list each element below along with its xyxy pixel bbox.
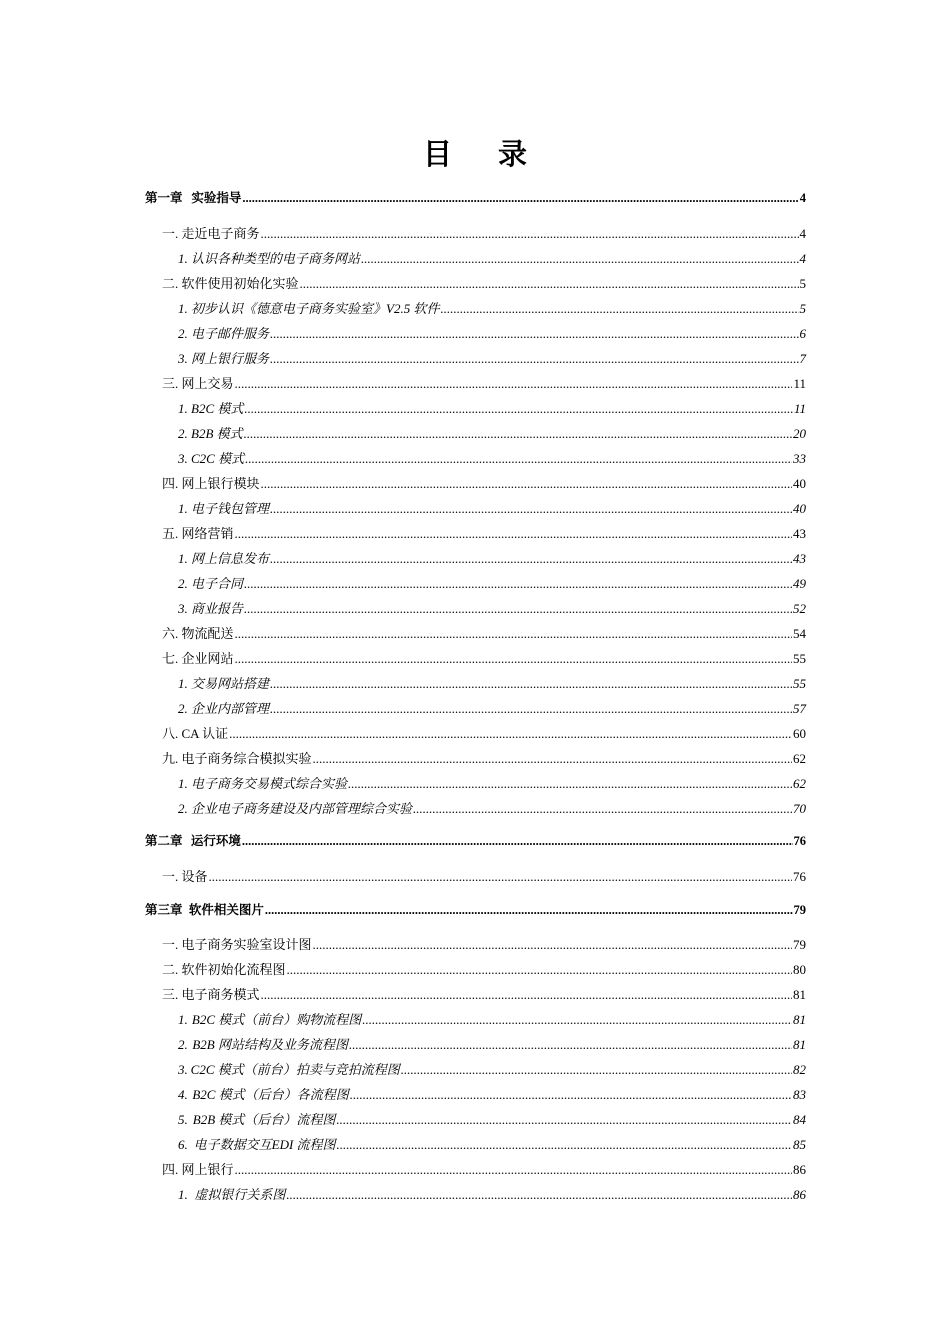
toc-entry[interactable] [178, 248, 806, 267]
entry-number: 4. [178, 1087, 188, 1102]
toc-entry[interactable] [178, 1084, 806, 1103]
dot-leader [313, 751, 792, 767]
page-number: 86 [793, 1162, 806, 1177]
toc-entry[interactable] [178, 498, 806, 517]
toc-entry[interactable] [178, 798, 806, 817]
dot-leader [244, 601, 792, 617]
entry-label: 1. 交易网站搭建 [178, 676, 270, 691]
dot-leader [348, 776, 792, 792]
dot-leader [244, 576, 792, 592]
toc-chapter-2[interactable] [145, 831, 806, 849]
page-number: 79 [793, 903, 806, 917]
dot-leader [270, 701, 792, 717]
page-number: 81 [793, 987, 806, 1002]
toc-entry[interactable] [178, 1034, 806, 1053]
entry-label: 3. C2C 模式 [178, 451, 245, 466]
toc-entry[interactable] [162, 748, 806, 767]
toc-entry[interactable] [162, 866, 806, 885]
entry-label: 四. 网上银行模块 [162, 476, 260, 491]
page-number: 76 [793, 834, 806, 848]
chapter-title: 运行环境 [190, 834, 241, 848]
page-number: 11 [793, 401, 806, 416]
toc-entry[interactable] [178, 598, 806, 617]
dot-leader [401, 1062, 792, 1078]
page-number: 40 [793, 501, 806, 516]
toc-entry[interactable] [162, 934, 806, 953]
page-number: 5 [799, 276, 806, 291]
dot-leader [244, 426, 792, 442]
toc-entry[interactable] [162, 473, 806, 492]
toc-entry[interactable] [162, 723, 806, 742]
entry-label: 四. 网上银行 [162, 1162, 234, 1177]
dot-leader [287, 962, 792, 978]
page-number: 43 [793, 526, 806, 541]
page-number: 57 [793, 701, 806, 716]
entry-label: B2C 模式（后台）各流程图 [192, 1087, 349, 1102]
toc-entry[interactable] [162, 373, 806, 392]
entry-number: 2. [178, 1037, 188, 1052]
page-number: 86 [793, 1187, 806, 1202]
dot-leader [265, 903, 793, 918]
toc-entry[interactable] [178, 1184, 806, 1203]
entry-label: B2B 模式（后台）流程图 [192, 1112, 336, 1127]
entry-label: 三. 电子商务模式 [162, 987, 260, 1002]
entry-number: 1. [178, 1012, 188, 1027]
dot-leader [229, 726, 792, 742]
toc-entry[interactable] [178, 298, 806, 317]
dot-leader [350, 1087, 792, 1103]
toc-entry[interactable] [162, 959, 806, 978]
toc-entry[interactable] [162, 984, 806, 1003]
dot-leader [235, 1162, 792, 1178]
dot-leader [261, 987, 792, 1003]
page-number: 33 [793, 451, 806, 466]
entry-label: 2. 企业内部管理 [178, 701, 270, 716]
dot-leader [300, 276, 799, 292]
dot-leader [270, 351, 798, 367]
entry-label: B2C 模式（前台）购物流程图 [191, 1012, 362, 1027]
dot-leader [440, 301, 798, 317]
toc-entry[interactable] [178, 448, 806, 467]
entry-label: 一. 走近电子商务 [162, 226, 260, 241]
entry-label: 2. 企业电子商务建设及内部管理综合实验 [178, 801, 413, 816]
entry-label: 一. 设备 [162, 869, 208, 884]
page-number: 62 [793, 776, 806, 791]
entry-label: 七. 企业网站 [162, 651, 234, 666]
page-number: 4 [799, 226, 806, 241]
dot-leader [337, 1137, 792, 1153]
chapter-title: 实验指导 [191, 191, 242, 205]
page-number: 84 [793, 1112, 806, 1127]
entry-label: 1. 电子钱包管理 [178, 501, 270, 516]
entry-label: 1. 电子商务交易模式综合实验 [178, 776, 348, 791]
page-number: 80 [793, 962, 806, 977]
page-number: 4 [799, 191, 806, 205]
dot-leader [245, 451, 792, 467]
toc-chapter-1[interactable] [145, 188, 806, 206]
page-number: 85 [793, 1137, 806, 1152]
entry-number: 6. [178, 1137, 188, 1152]
entry-label: 三. 网上交易 [162, 376, 234, 391]
entry-label: 1. 网上信息发布 [178, 551, 270, 566]
toc-entry[interactable] [178, 1109, 806, 1128]
entry-label: 3. 网上银行服务 [178, 351, 270, 366]
page-number: 81 [793, 1012, 806, 1027]
page-number: 70 [793, 801, 806, 816]
page-number: 4 [799, 251, 806, 266]
toc-entry[interactable] [178, 773, 806, 792]
dot-leader [235, 651, 792, 667]
entry-label: 二. 软件初始化流程图 [162, 962, 286, 977]
entry-label: 九. 电子商务综合模拟实验 [162, 751, 312, 766]
toc-entry[interactable] [162, 273, 806, 292]
page-number: 49 [793, 576, 806, 591]
entry-label: 电子数据交互EDI 流程图 [193, 1137, 336, 1152]
chapter-number: 第二章 [145, 834, 183, 848]
dot-leader [261, 226, 799, 242]
entry-label: 二. 软件使用初始化实验 [162, 276, 299, 291]
entry-label: 1. B2C 模式 [178, 401, 244, 416]
dot-leader [261, 476, 792, 492]
dot-leader [242, 191, 798, 206]
page-number: 83 [793, 1087, 806, 1102]
entry-label: 六. 物流配送 [162, 626, 234, 641]
page-number: 55 [793, 651, 806, 666]
dot-leader [235, 376, 793, 392]
dot-leader [270, 501, 792, 517]
toc-entry[interactable] [178, 698, 806, 717]
entry-label: 八. CA 认证 [162, 726, 229, 741]
entry-label: 一. 电子商务实验室设计图 [162, 937, 312, 952]
toc-entry[interactable] [178, 348, 806, 367]
dot-leader [362, 1012, 792, 1028]
toc-entry[interactable] [178, 1059, 806, 1078]
entry-label: 3. 商业报告 [178, 601, 244, 616]
page-number: 11 [793, 376, 806, 391]
entry-label: 1. 认识各种类型的电子商务网站 [178, 251, 361, 266]
dot-leader [413, 801, 792, 817]
entry-number: 5. [178, 1112, 188, 1127]
dot-leader [286, 1187, 792, 1203]
page-number: 7 [799, 351, 806, 366]
entry-label: 五. 网络营销 [162, 526, 234, 541]
dot-leader [270, 326, 798, 342]
entry-label: 2. 电子合同 [178, 576, 244, 591]
dot-leader [313, 937, 792, 953]
page-number: 82 [793, 1062, 806, 1077]
dot-leader [270, 676, 792, 692]
entry-label: C2C 模式（前台）拍卖与竞拍流程图 [190, 1062, 400, 1077]
dot-leader [235, 626, 792, 642]
entry-label: 虚拟银行关系图 [194, 1187, 286, 1202]
dot-leader [235, 526, 792, 542]
entry-label: B2B 网站结构及业务流程图 [192, 1037, 348, 1052]
page-number: 43 [793, 551, 806, 566]
page-number: 6 [799, 326, 806, 341]
toc-entry[interactable] [178, 323, 806, 342]
page-number: 52 [793, 601, 806, 616]
dot-leader [244, 401, 793, 417]
chapter-number: 第一章 [145, 191, 183, 205]
toc-entry[interactable] [162, 648, 806, 667]
toc-entry[interactable] [178, 673, 806, 692]
entry-label: 2. 电子邮件服务 [178, 326, 270, 341]
toc-entry[interactable] [178, 1009, 806, 1028]
dot-leader [361, 251, 798, 267]
page-number: 55 [793, 676, 806, 691]
dot-leader [336, 1112, 792, 1128]
toc-entry[interactable] [178, 398, 806, 417]
dot-leader [209, 869, 792, 885]
toc-entry[interactable] [162, 1159, 806, 1178]
chapter-number: 第三章 [145, 903, 183, 917]
page-number: 60 [793, 726, 806, 741]
dot-leader [242, 834, 793, 849]
toc-entry[interactable] [178, 1134, 806, 1153]
toc-entry[interactable] [178, 573, 806, 592]
toc-chapter-3[interactable] [145, 900, 806, 918]
page-number: 5 [799, 301, 806, 316]
entry-label: 2. B2B 模式 [178, 426, 243, 441]
page-number: 76 [793, 869, 806, 884]
page-number: 62 [793, 751, 806, 766]
dot-leader [270, 551, 792, 567]
toc-entry[interactable] [178, 548, 806, 567]
page-number: 20 [793, 426, 806, 441]
toc-entry[interactable] [162, 623, 806, 642]
page-number: 40 [793, 476, 806, 491]
toc-entry[interactable] [162, 523, 806, 542]
chapter-title: 软件相关图片 [188, 903, 264, 917]
toc-entry[interactable] [162, 223, 806, 242]
entry-label: 1. 初步认识《德意电子商务实验室》V2.5 软件 [178, 301, 440, 316]
toc-entry[interactable] [178, 423, 806, 442]
dot-leader [349, 1037, 792, 1053]
page-number: 81 [793, 1037, 806, 1052]
page-number: 79 [793, 937, 806, 952]
entry-number: 3. [178, 1062, 188, 1077]
entry-number: 1. [178, 1187, 188, 1202]
page-title: 目 录 [422, 137, 546, 171]
page-number: 54 [793, 626, 806, 641]
